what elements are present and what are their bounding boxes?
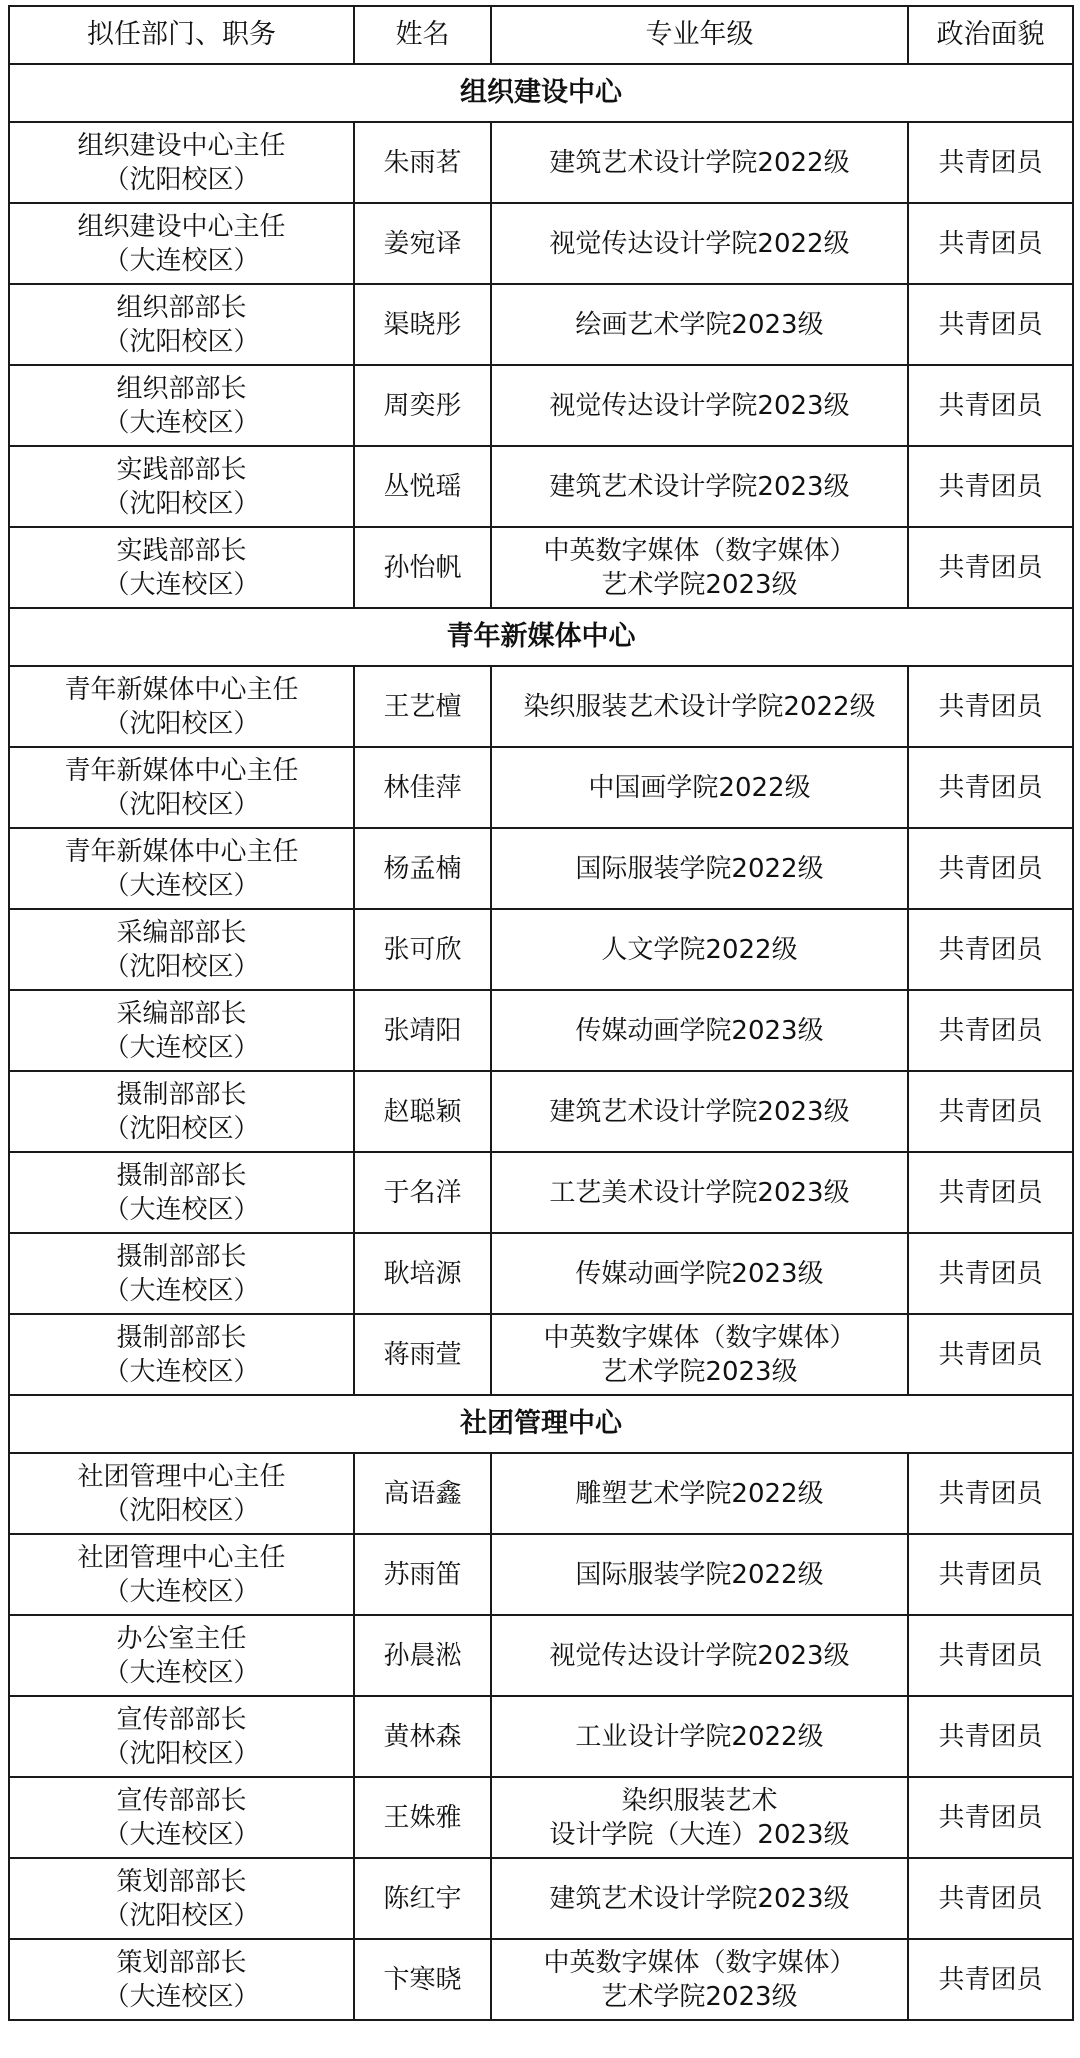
role-line: （沈阳校区） — [103, 1113, 260, 1144]
role-cell — [9, 666, 354, 747]
name-cell: 渠晓彤 — [354, 284, 491, 365]
role-line: （沈阳校区） — [103, 1738, 260, 1769]
role-cell — [9, 1233, 354, 1314]
role-cell — [9, 284, 354, 365]
major-line: 建筑艺术设计学院2023级 — [549, 1096, 850, 1127]
name-cell: 王姝雅 — [354, 1777, 491, 1858]
role-line: （大连校区） — [103, 1819, 260, 1850]
name-cell: 周奕彤 — [354, 365, 491, 446]
table-row — [9, 365, 1073, 446]
major-cell — [491, 666, 908, 747]
major-line: 工艺美术设计学院2023级 — [549, 1177, 850, 1208]
role-line: （大连校区） — [103, 1356, 260, 1387]
name-cell: 苏雨笛 — [354, 1534, 491, 1615]
role-line: 采编部部长 — [116, 917, 247, 948]
major-line: 绘画艺术学院2023级 — [575, 309, 824, 340]
name-cell: 张靖阳 — [354, 990, 491, 1071]
major-line: 中英数字媒体（数字媒体） — [543, 535, 856, 566]
role-line: （沈阳校区） — [103, 789, 260, 820]
appointment-table — [8, 5, 1074, 2021]
major-cell — [491, 990, 908, 1071]
major-cell — [491, 1314, 908, 1395]
major-line: 国际服装学院2022级 — [575, 853, 824, 884]
role-line: （大连校区） — [103, 1657, 260, 1688]
header-status: 政治面貌 — [908, 6, 1073, 64]
role-cell — [9, 747, 354, 828]
table-row — [9, 1696, 1073, 1777]
name-cell: 陈红宇 — [354, 1858, 491, 1939]
role-line: 组织建设中心主任 — [77, 211, 286, 242]
status-cell: 共青团员 — [908, 1453, 1073, 1534]
major-line: 中英数字媒体（数字媒体） — [543, 1322, 856, 1353]
status-cell: 共青团员 — [908, 1939, 1073, 2020]
major-line: 设计学院（大连）2023级 — [549, 1819, 850, 1850]
status-cell: 共青团员 — [908, 365, 1073, 446]
name-cell: 赵聪颖 — [354, 1071, 491, 1152]
role-line: 青年新媒体中心主任 — [64, 836, 299, 867]
role-cell — [9, 122, 354, 203]
role-cell — [9, 828, 354, 909]
role-cell — [9, 1939, 354, 2020]
status-cell: 共青团员 — [908, 122, 1073, 203]
major-line: 艺术学院2023级 — [601, 569, 798, 600]
table-row — [9, 666, 1073, 747]
table-row — [9, 1939, 1073, 2020]
table-row — [9, 1534, 1073, 1615]
role-line: 摄制部部长 — [116, 1322, 247, 1353]
major-line: 传媒动画学院2023级 — [575, 1258, 824, 1289]
role-cell — [9, 909, 354, 990]
role-cell — [9, 527, 354, 608]
role-line: 社团管理中心主任 — [77, 1542, 286, 1573]
major-cell — [491, 284, 908, 365]
role-line: 宣传部部长 — [116, 1704, 247, 1735]
section-row — [9, 608, 1073, 666]
role-line: 青年新媒体中心主任 — [64, 755, 299, 786]
table-body — [9, 64, 1073, 2020]
role-line: （大连校区） — [103, 870, 260, 901]
name-cell: 张可欣 — [354, 909, 491, 990]
role-cell — [9, 365, 354, 446]
role-cell — [9, 1777, 354, 1858]
table-row — [9, 527, 1073, 608]
role-line: 摄制部部长 — [116, 1241, 247, 1272]
status-cell: 共青团员 — [908, 666, 1073, 747]
name-cell: 姜宛译 — [354, 203, 491, 284]
role-line: 实践部部长 — [116, 454, 247, 485]
role-line: （大连校区） — [103, 1576, 260, 1607]
name-cell: 杨孟楠 — [354, 828, 491, 909]
role-line: （大连校区） — [103, 569, 260, 600]
major-cell — [491, 1233, 908, 1314]
table-row — [9, 1777, 1073, 1858]
table-row — [9, 446, 1073, 527]
role-line: （大连校区） — [103, 245, 260, 276]
major-line: 染织服装艺术 — [621, 1785, 778, 1816]
status-cell: 共青团员 — [908, 990, 1073, 1071]
name-cell: 高语鑫 — [354, 1453, 491, 1534]
major-line: 国际服装学院2022级 — [575, 1559, 824, 1590]
section-title: 青年新媒体中心 — [9, 608, 1073, 666]
major-line: 建筑艺术设计学院2022级 — [549, 147, 850, 178]
major-line: 染织服装艺术设计学院2022级 — [523, 691, 876, 722]
role-line: （沈阳校区） — [103, 326, 260, 357]
major-cell — [491, 527, 908, 608]
header-role: 拟任部门、职务 — [9, 6, 354, 64]
role-cell — [9, 1152, 354, 1233]
role-line: （大连校区） — [103, 1194, 260, 1225]
major-line: 建筑艺术设计学院2023级 — [549, 471, 850, 502]
role-line: 组织建设中心主任 — [77, 130, 286, 161]
status-cell: 共青团员 — [908, 1858, 1073, 1939]
name-cell: 王艺檀 — [354, 666, 491, 747]
role-cell — [9, 203, 354, 284]
role-line: 实践部部长 — [116, 535, 247, 566]
major-line: 视觉传达设计学院2022级 — [549, 228, 850, 259]
major-cell — [491, 1615, 908, 1696]
name-cell: 孙晨淞 — [354, 1615, 491, 1696]
table-row — [9, 284, 1073, 365]
section-row — [9, 1395, 1073, 1453]
role-cell — [9, 990, 354, 1071]
role-cell — [9, 1858, 354, 1939]
major-cell — [491, 1071, 908, 1152]
roster-sheet — [8, 5, 1074, 2021]
major-cell — [491, 828, 908, 909]
role-line: 宣传部部长 — [116, 1785, 247, 1816]
table-row — [9, 122, 1073, 203]
role-line: 办公室主任 — [116, 1623, 247, 1654]
table-row — [9, 747, 1073, 828]
major-cell — [491, 1453, 908, 1534]
major-line: 雕塑艺术学院2022级 — [575, 1478, 824, 1509]
major-line: 艺术学院2023级 — [601, 1356, 798, 1387]
major-cell — [491, 1152, 908, 1233]
name-cell: 林佳萍 — [354, 747, 491, 828]
name-cell: 耿培源 — [354, 1233, 491, 1314]
status-cell: 共青团员 — [908, 1696, 1073, 1777]
major-line: 中国画学院2022级 — [588, 772, 811, 803]
role-cell — [9, 446, 354, 527]
header-major: 专业年级 — [491, 6, 908, 64]
role-line: （沈阳校区） — [103, 1900, 260, 1931]
status-cell: 共青团员 — [908, 1534, 1073, 1615]
major-line: 中英数字媒体（数字媒体） — [543, 1947, 856, 1978]
name-cell: 孙怡帆 — [354, 527, 491, 608]
role-line: （沈阳校区） — [103, 951, 260, 982]
name-cell: 黄林森 — [354, 1696, 491, 1777]
role-line: 采编部部长 — [116, 998, 247, 1029]
status-cell: 共青团员 — [908, 909, 1073, 990]
major-cell — [491, 365, 908, 446]
table-row — [9, 828, 1073, 909]
table-row — [9, 909, 1073, 990]
role-line: （沈阳校区） — [103, 164, 260, 195]
role-line: 策划部部长 — [116, 1866, 247, 1897]
status-cell: 共青团员 — [908, 284, 1073, 365]
header-name: 姓名 — [354, 6, 491, 64]
role-line: 摄制部部长 — [116, 1079, 247, 1110]
status-cell: 共青团员 — [908, 1615, 1073, 1696]
role-cell — [9, 1534, 354, 1615]
header-row — [9, 6, 1073, 64]
name-cell: 卞寒晓 — [354, 1939, 491, 2020]
major-line: 视觉传达设计学院2023级 — [549, 1640, 850, 1671]
major-cell — [491, 203, 908, 284]
role-line: 摄制部部长 — [116, 1160, 247, 1191]
table-row — [9, 990, 1073, 1071]
role-line: （大连校区） — [103, 1032, 260, 1063]
major-cell — [491, 446, 908, 527]
role-line: （沈阳校区） — [103, 708, 260, 739]
status-cell: 共青团员 — [908, 446, 1073, 527]
name-cell: 于名洋 — [354, 1152, 491, 1233]
section-row — [9, 64, 1073, 122]
status-cell: 共青团员 — [908, 527, 1073, 608]
name-cell: 丛悦瑶 — [354, 446, 491, 527]
status-cell: 共青团员 — [908, 828, 1073, 909]
section-title: 组织建设中心 — [9, 64, 1073, 122]
major-cell — [491, 1534, 908, 1615]
major-cell — [491, 1777, 908, 1858]
table-row — [9, 1152, 1073, 1233]
status-cell: 共青团员 — [908, 1777, 1073, 1858]
role-cell — [9, 1314, 354, 1395]
table-row — [9, 1453, 1073, 1534]
status-cell: 共青团员 — [908, 203, 1073, 284]
status-cell: 共青团员 — [908, 1233, 1073, 1314]
major-line: 建筑艺术设计学院2023级 — [549, 1883, 850, 1914]
status-cell: 共青团员 — [908, 747, 1073, 828]
table-row — [9, 1615, 1073, 1696]
role-line: 青年新媒体中心主任 — [64, 674, 299, 705]
major-line: 视觉传达设计学院2023级 — [549, 390, 850, 421]
role-cell — [9, 1071, 354, 1152]
role-line: （大连校区） — [103, 1981, 260, 2012]
major-line: 人文学院2022级 — [601, 934, 798, 965]
role-cell — [9, 1696, 354, 1777]
major-cell — [491, 1696, 908, 1777]
role-line: （沈阳校区） — [103, 488, 260, 519]
role-line: （沈阳校区） — [103, 1495, 260, 1526]
name-cell: 蒋雨萱 — [354, 1314, 491, 1395]
major-cell — [491, 1858, 908, 1939]
status-cell: 共青团员 — [908, 1071, 1073, 1152]
major-line: 工业设计学院2022级 — [575, 1721, 824, 1752]
table-row — [9, 1233, 1073, 1314]
role-line: （大连校区） — [103, 1275, 260, 1306]
status-cell: 共青团员 — [908, 1152, 1073, 1233]
major-line: 传媒动画学院2023级 — [575, 1015, 824, 1046]
major-line: 艺术学院2023级 — [601, 1981, 798, 2012]
major-cell — [491, 1939, 908, 2020]
table-row — [9, 1071, 1073, 1152]
role-cell — [9, 1615, 354, 1696]
table-row — [9, 203, 1073, 284]
role-cell — [9, 1453, 354, 1534]
table-row — [9, 1858, 1073, 1939]
role-line: 社团管理中心主任 — [77, 1461, 286, 1492]
role-line: 组织部部长 — [116, 292, 247, 323]
role-line: 策划部部长 — [116, 1947, 247, 1978]
role-line: 组织部部长 — [116, 373, 247, 404]
major-cell — [491, 122, 908, 203]
major-cell — [491, 909, 908, 990]
table-row — [9, 1314, 1073, 1395]
status-cell: 共青团员 — [908, 1314, 1073, 1395]
section-title: 社团管理中心 — [9, 1395, 1073, 1453]
major-cell — [491, 747, 908, 828]
name-cell: 朱雨茗 — [354, 122, 491, 203]
role-line: （大连校区） — [103, 407, 260, 438]
